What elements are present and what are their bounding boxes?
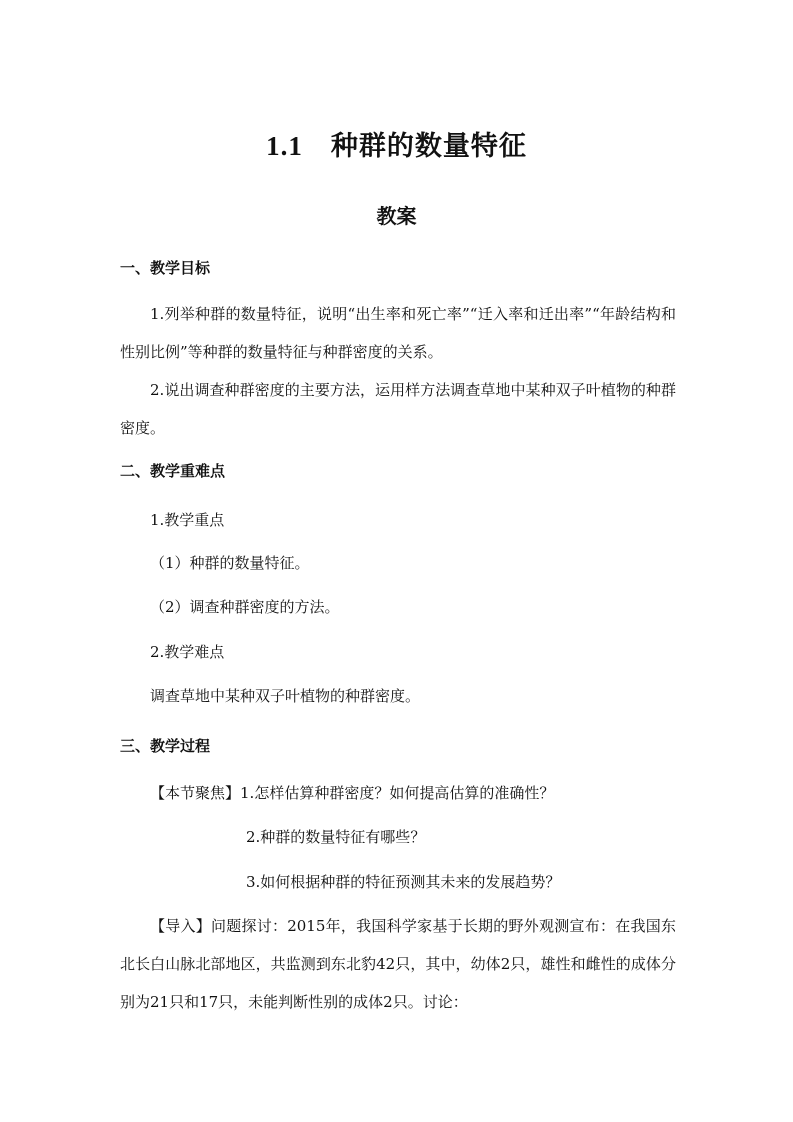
difficulty-title: 2.教学难点: [150, 643, 225, 661]
focus-question-1: [150, 782, 554, 804]
document-title: [0, 124, 793, 163]
focus-question-1-text: 1.怎样估算种群密度？如何提高估算的准确性？: [240, 784, 555, 802]
title-text: 种群的数量特征: [330, 131, 527, 162]
key-points-title: 1.教学重点: [150, 511, 225, 529]
intro-label: 【导入】: [150, 917, 211, 935]
focus-label: 【本节聚焦】: [150, 784, 241, 802]
difficulty-point-1: 调查草地中某种双子叶植物的种群密度。: [150, 687, 421, 705]
key-point-2: （2）调查种群密度的方法。: [150, 598, 340, 616]
focus-question-2: 2.种群的数量特征有哪些？: [246, 828, 426, 846]
objective-item-2: 2.说出调查种群密度的主要方法，运用样方法调查草地中某种双子叶植物的种群密度。: [120, 381, 676, 437]
intro-text: 问题探讨：2015年，我国科学家基于长期的野外观测宣布：在我国东北长白山脉北部地区，共监测到东北豹42只，其中，幼体2只，雄性和雌性的成体分别为21只和17只，未能判断性别的成体2只。讨论：: [120, 917, 676, 1011]
intro-paragraph: [120, 907, 676, 1021]
objective-item-1: 1.列举种群的数量特征，说明“出生率和死亡率”“迁入率和迁出率”“年龄结构和性别比例”等种群的数量特征与种群密度的关系。: [120, 305, 676, 361]
title-number: 1.1: [266, 131, 303, 161]
document-subtitle: 教案: [376, 204, 417, 228]
key-point-1: （1）种群的数量特征。: [150, 554, 310, 572]
section-heading-key-points: 二、教学重难点: [120, 462, 226, 480]
section-heading-process: 三、教学过程: [120, 737, 211, 755]
focus-question-3: 3.如何根据种群的特征预测其未来的发展趋势？: [246, 873, 561, 891]
section-heading-objectives: 一、教学目标: [120, 259, 211, 277]
